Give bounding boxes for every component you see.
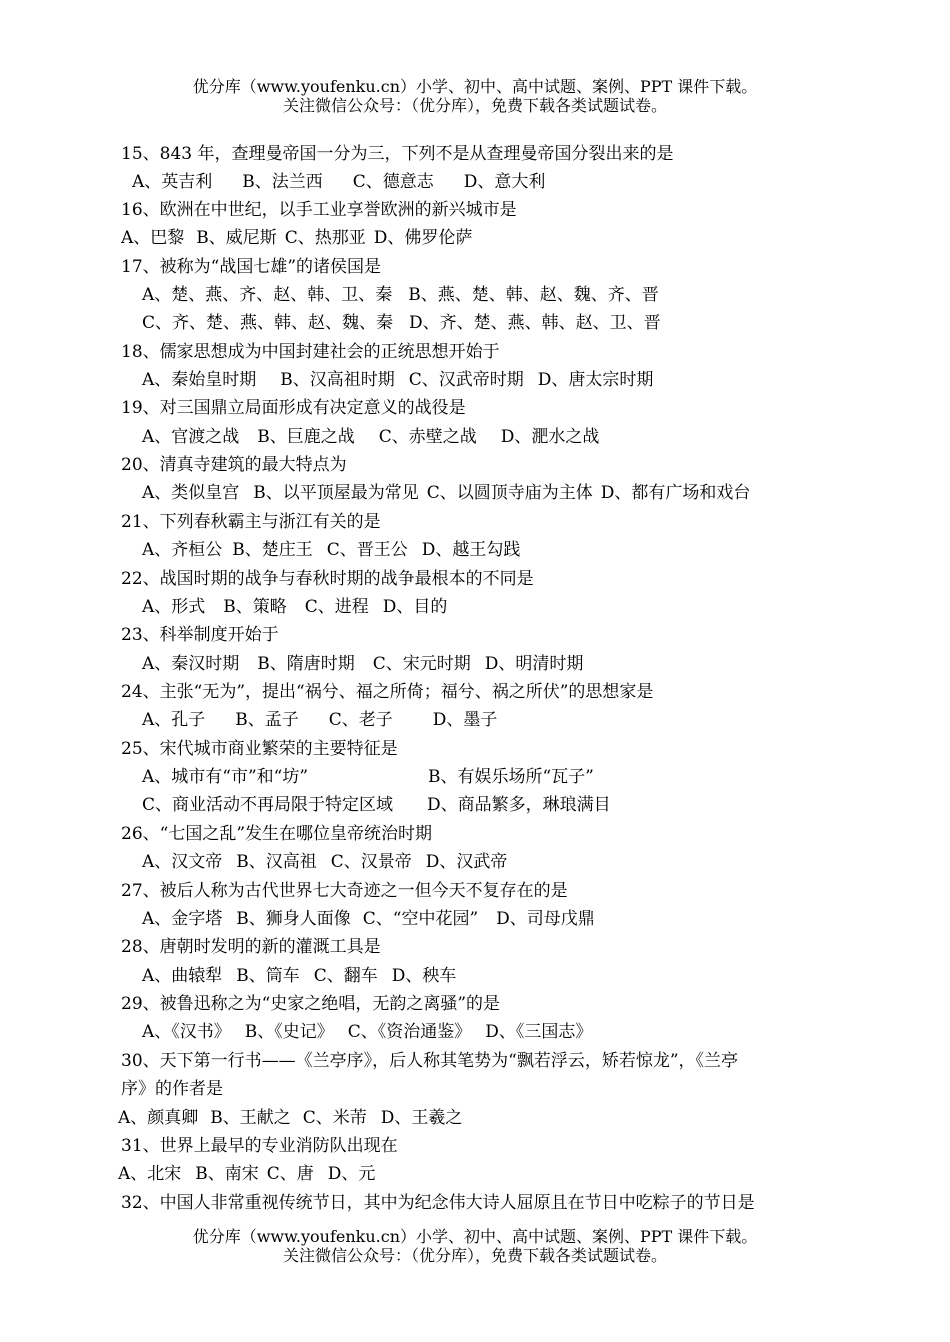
question-stem: 19、对三国鼎立局面形成有决定意义的战役是 (121, 398, 466, 418)
option-b: B、策略 (223, 597, 287, 617)
question-stem: 30、天下第一行书——《兰亭序》，后人称其笔势为“飘若浮云，矫若惊龙”，《兰亭 (121, 1051, 739, 1071)
option-a: A、曲辕犁 (142, 966, 223, 986)
option-c: C、“空中花园” (362, 909, 479, 929)
option-c: C、齐、楚、燕、韩、赵、魏、秦 (142, 313, 394, 333)
option-a: A、齐桓公 (142, 540, 223, 560)
option-c: C、汉景帝 (330, 852, 412, 872)
option-c: C、德意志 (352, 172, 434, 192)
option-d: D、越王勾践 (421, 540, 521, 560)
option-a: A、孔子 (142, 710, 206, 730)
option-row (142, 536, 520, 564)
question-stem: 28、唐朝时发明的新的灌溉工具是 (121, 937, 381, 957)
option-b: B、楚庄王 (232, 540, 313, 560)
option-row (142, 962, 456, 990)
option-d: D、商品繁多，琳琅满目 (427, 795, 611, 815)
option-c: C、进程 (304, 597, 369, 617)
option-row (142, 309, 661, 337)
option-row (142, 905, 595, 933)
option-c: C、赤壁之战 (378, 427, 477, 447)
option-d: D、唐太宗时期 (537, 370, 654, 390)
question-stem-continued: 序》的作者是 (121, 1079, 223, 1099)
option-d: D、王羲之 (380, 1108, 463, 1128)
option-a: A、英吉利 (132, 172, 213, 192)
option-d: D、汉武帝 (425, 852, 508, 872)
option-a: A、秦汉时期 (142, 654, 240, 674)
option-b: B、南宋 (195, 1164, 259, 1184)
question-stem: 20、清真寺建筑的最大特点为 (121, 455, 347, 475)
option-c: C、热那亚 (284, 228, 366, 248)
option-c: C、汉武帝时期 (408, 370, 524, 390)
option-row (142, 791, 611, 819)
option-c: C、晋王公 (326, 540, 408, 560)
option-a: A、北宋 (118, 1164, 182, 1184)
option-d: D、意大利 (463, 172, 546, 192)
option-d: D、目的 (382, 597, 448, 617)
option-b: B、《史记》 (244, 1022, 334, 1042)
option-b: B、筒车 (236, 966, 300, 986)
option-b: B、燕、楚、韩、赵、魏、齐、晋 (408, 285, 659, 305)
option-a: A、城市有“市”和“坊” (142, 767, 309, 787)
option-a: A、颜真卿 (118, 1108, 199, 1128)
option-row (142, 650, 583, 678)
option-c: C、米芾 (302, 1108, 367, 1128)
option-c: C、唐 (266, 1164, 314, 1184)
option-row (142, 763, 308, 791)
option-b: B、威尼斯 (196, 228, 277, 248)
option-d: D、墨子 (432, 710, 498, 730)
option-a: A、官渡之战 (142, 427, 240, 447)
question-stem: 26、“七国之乱”发生在哪位皇帝统治时期 (121, 824, 433, 844)
option-c: C、翻车 (313, 966, 378, 986)
option-b: B、孟子 (235, 710, 299, 730)
option-row (142, 366, 653, 394)
option-d: D、元 (327, 1164, 376, 1184)
question-stem: 22、战国时期的战争与春秋时期的战争最根本的不同是 (121, 569, 534, 589)
option-d: D、司母戊鼎 (496, 909, 595, 929)
option-b: B、狮身人面像 (236, 909, 351, 929)
option-b: B、汉高祖 (236, 852, 317, 872)
question-stem: 23、科举制度开始于 (121, 625, 279, 645)
question-stem: 27、被后人称为古代世界七大奇迹之一但今天不复存在的是 (121, 881, 568, 901)
question-stem: 21、下列春秋霸主与浙江有关的是 (121, 512, 381, 532)
option-d: D、《三国志》 (485, 1022, 593, 1042)
question-stem: 29、被鲁迅称之为“史家之绝唱，无韵之离骚”的是 (121, 994, 501, 1014)
option-b: B、有娱乐场所“瓦子” (428, 767, 594, 787)
option-row (142, 423, 599, 451)
option-row (142, 1018, 592, 1046)
option-d: D、佛罗伦萨 (373, 228, 473, 248)
option-b: B、以平顶屋最为常见 (253, 483, 419, 503)
footer-line-2: 关注微信公众号：（优分库），免费下载各类试题试卷。 (282, 1246, 667, 1265)
option-b: B、汉高祖时期 (280, 370, 395, 390)
question-stem: 15、843 年，查理曼帝国一分为三，下列不是从查理曼帝国分裂出来的是 (121, 144, 674, 164)
option-row (142, 593, 447, 621)
option-a: A、秦始皇时期 (142, 370, 257, 390)
option-a: A、《汉书》 (142, 1022, 231, 1042)
option-a: A、巴黎 (121, 228, 185, 248)
question-stem: 16、欧洲在中世纪，以手工业享誉欧洲的新兴城市是 (121, 200, 517, 220)
header-line-1: 优分库（www.youfenku.cn）小学、初中、高中试题、案例、PPT 课件下载。 (192, 77, 758, 96)
option-b: B、法兰西 (242, 172, 323, 192)
question-stem: 32、中国人非常重视传统节日，其中为纪念伟大诗人屈原且在节日中吃粽子的节日是 (121, 1193, 755, 1213)
option-row (121, 224, 472, 252)
option-c: C、《资治通鉴》 (347, 1022, 472, 1042)
question-stem: 31、世界上最早的专业消防队出现在 (121, 1136, 398, 1156)
option-row (142, 479, 750, 507)
option-row (428, 763, 594, 791)
option-row (142, 706, 497, 734)
option-d: D、明清时期 (484, 654, 584, 674)
option-c: C、宋元时期 (372, 654, 471, 674)
option-b: B、王献之 (210, 1108, 291, 1128)
option-row (118, 1104, 462, 1132)
option-row (118, 1160, 375, 1188)
option-c: C、老子 (328, 710, 393, 730)
option-b: B、隋唐时期 (257, 654, 355, 674)
option-d: D、淝水之战 (500, 427, 600, 447)
header-line-2: 关注微信公众号：（优分库），免费下载各类试题试卷。 (282, 96, 667, 115)
question-stem: 24、主张“无为”，提出“祸兮、福之所倚；福兮、祸之所伏”的思想家是 (121, 682, 654, 702)
option-d: D、都有广场和戏台 (600, 483, 751, 503)
question-stem: 25、宋代城市商业繁荣的主要特征是 (121, 739, 398, 759)
option-a: A、类似皇宫 (142, 483, 240, 503)
option-a: A、楚、燕、齐、赵、韩、卫、秦 (142, 285, 393, 305)
page-header (0, 77, 950, 115)
option-b: B、巨鹿之战 (257, 427, 355, 447)
question-stem: 18、儒家思想成为中国封建社会的正统思想开始于 (121, 342, 500, 362)
option-d: D、齐、楚、燕、韩、赵、卫、晋 (409, 313, 661, 333)
option-row (142, 848, 507, 876)
footer-line-1: 优分库（www.youfenku.cn）小学、初中、高中试题、案例、PPT 课件下载。 (192, 1227, 758, 1246)
option-d: D、秧车 (391, 966, 457, 986)
option-row (132, 168, 545, 196)
option-a: A、形式 (142, 597, 206, 617)
option-a: A、金字塔 (142, 909, 223, 929)
option-c: C、商业活动不再局限于特定区域 (142, 795, 394, 815)
option-row (142, 281, 659, 309)
question-stem: 17、被称为“战国七雄”的诸侯国是 (121, 257, 382, 277)
option-c: C、以圆顶寺庙为主体 (426, 483, 593, 503)
page-footer (0, 1227, 950, 1265)
option-a: A、汉文帝 (142, 852, 223, 872)
